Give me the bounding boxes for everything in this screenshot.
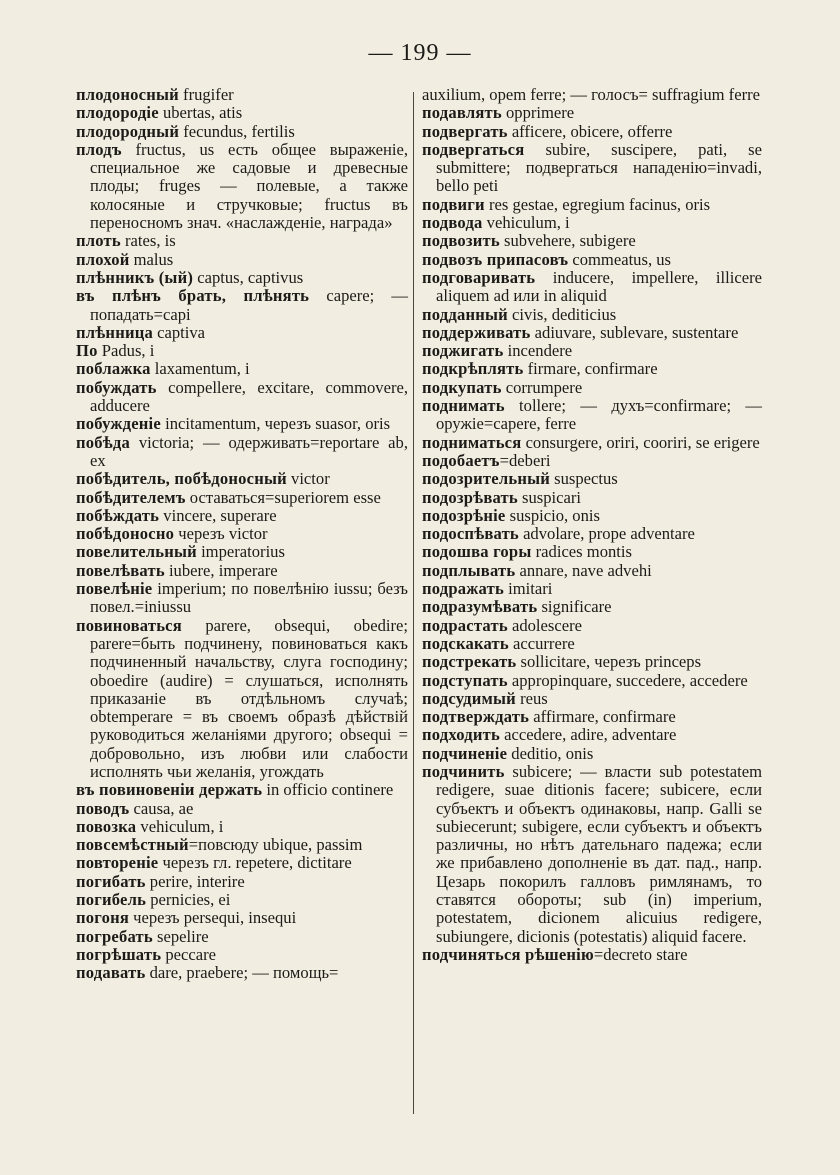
dictionary-entry <box>76 342 408 360</box>
entry-definition: Padus, i <box>97 341 155 361</box>
dictionary-entry <box>422 489 762 507</box>
entry-definition: accurrere <box>508 633 575 653</box>
entry-headword: подниматься <box>422 432 522 452</box>
entry-definition: ubertas, atis <box>158 103 243 123</box>
entry-headword: подплывать <box>422 560 516 580</box>
entry-headword: погибать <box>76 871 146 891</box>
column-divider <box>413 92 414 1114</box>
dictionary-entry <box>422 745 762 763</box>
entry-headword: подчинить <box>422 761 505 781</box>
dictionary-entry <box>76 415 408 433</box>
entry-definition: captus, captivus <box>193 267 304 287</box>
entry-definition: sepelire <box>152 926 209 946</box>
dictionary-entry <box>422 269 762 306</box>
entry-definition: capere; — попадать=capi <box>90 286 408 324</box>
dictionary-entry <box>76 800 408 818</box>
entry-definition: оставаться=superiorem esse <box>185 487 381 507</box>
entry-definition: pernicies, ei <box>146 890 231 910</box>
dictionary-entry <box>422 324 762 342</box>
entry-headword: плѣнникъ (ый) <box>76 267 194 287</box>
entry-headword: поднимать <box>422 396 505 416</box>
entry-definition: opprimere <box>501 103 575 123</box>
dictionary-entry <box>422 306 762 324</box>
entry-headword: подобаетъ <box>422 450 500 470</box>
entry-definition: firmare, confirmare <box>523 359 658 379</box>
dictionary-entry <box>422 397 762 434</box>
entry-definition: черезъ гл. repetere, dictitare <box>158 853 352 873</box>
dictionary-entry <box>76 507 408 525</box>
entry-definition: vehiculum, i <box>482 213 570 233</box>
entry-headword: подданный <box>422 304 508 324</box>
entry-headword: въ повиновеніи держать <box>76 780 263 800</box>
dictionary-entry <box>76 928 408 946</box>
entry-definition: черезъ persequi, insequi <box>129 908 297 928</box>
dictionary-entry <box>76 818 408 836</box>
entry-headword: подразумѣвать <box>422 597 538 617</box>
page-number: — 199 — <box>368 40 472 66</box>
entry-definition: adiuvare, sublevare, sustentare <box>530 322 739 342</box>
entry-definition: suspicio, onis <box>505 505 600 525</box>
entry-headword: подозрѣвать <box>422 487 518 507</box>
entry-headword: подстрекать <box>422 652 517 672</box>
entry-headword: подкрѣплять <box>422 359 524 379</box>
entry-definition: reus <box>515 688 548 708</box>
dictionary-entry <box>422 598 762 616</box>
entry-definition: compellere, excitare, commovere, adducere <box>90 377 408 416</box>
entry-definition: perire, interire <box>145 871 245 891</box>
entry-headword: побѣдитель, побѣдоносный <box>76 469 287 489</box>
dictionary-entry <box>76 946 408 964</box>
entry-definition: victor <box>286 469 330 489</box>
entry-headword: подавать <box>76 963 146 983</box>
entry-headword: подрастать <box>422 615 508 635</box>
dictionary-entry <box>76 964 408 982</box>
entry-headword: поддерживать <box>422 322 531 342</box>
dictionary-entry <box>422 214 762 232</box>
entry-definition: dare, praebere; — помощь= <box>145 963 339 983</box>
entry-definition: corrumpere <box>501 377 583 397</box>
entry-headword: подвергать <box>422 121 508 141</box>
dictionary-entry <box>422 653 762 671</box>
entry-headword: подступать <box>422 670 508 690</box>
dictionary-entry <box>76 489 408 507</box>
entry-headword: повиноваться <box>76 615 182 635</box>
entry-definition: res gestae, egregium facinus, oris <box>484 194 711 214</box>
dictionary-entry <box>76 580 408 617</box>
entry-definition: suspectus <box>550 469 618 489</box>
entry-definition: laxamentum, i <box>150 359 250 379</box>
entry-definition: imperium; по повелѣнію iussu; безъ повел.=iniussu <box>90 579 408 617</box>
entry-definition: commeatus, us <box>568 249 671 269</box>
dictionary-entry <box>422 123 762 141</box>
entry-definition: afficere, obicere, offerre <box>507 121 673 141</box>
dictionary-entry <box>422 617 762 635</box>
entry-headword: подтверждать <box>422 707 530 727</box>
entry-definition: captiva <box>152 322 206 342</box>
entry-definition: imperatorius <box>196 542 285 562</box>
entry-definition: incitamentum, черезъ suasor, oris <box>160 414 391 434</box>
entry-headword: подчиняться рѣшенію <box>422 944 594 964</box>
dictionary-entry <box>422 232 762 250</box>
dictionary-entry <box>76 617 408 782</box>
entry-headword: повелѣніе <box>76 579 153 599</box>
entry-headword: подвода <box>422 213 483 233</box>
entry-headword: погибель <box>76 890 147 910</box>
dictionary-entry <box>422 342 762 360</box>
entry-definition: affirmare, confirmare <box>529 707 676 727</box>
entry-definition: fructus, us есть общее выраженіе, специальное же садовые и древесные плоды; fruges — полевые, а также колосяные и стручковые; fructus въ переносномъ знач. «наслажденіе, награда» <box>90 139 408 233</box>
dictionary-entry <box>76 562 408 580</box>
dictionary-entry <box>422 452 762 470</box>
entry-headword: По <box>76 341 98 361</box>
entry-headword: плохой <box>76 249 130 269</box>
entry-definition: =decreto stare <box>593 944 688 964</box>
entry-headword: плодородіе <box>76 103 159 123</box>
dictionary-entry <box>422 763 762 946</box>
entry-headword: погоня <box>76 908 130 928</box>
entry-headword: подвергаться <box>422 139 525 159</box>
entry-definition: suspicari <box>517 487 582 507</box>
dictionary-entry <box>422 379 762 397</box>
dictionary-entry <box>76 324 408 342</box>
entry-headword: подсудимый <box>422 688 516 708</box>
entry-definition: incendere <box>503 341 573 361</box>
entry-headword: повсемѣстный <box>76 835 189 855</box>
entry-definition: subvehere, subigere <box>499 231 636 251</box>
dictionary-entry <box>422 470 762 488</box>
entry-definition: causa, ae <box>129 798 194 818</box>
entry-definition: imitari <box>503 579 553 599</box>
dictionary-entry <box>76 891 408 909</box>
entry-definition: peccare <box>161 944 216 964</box>
entry-definition: tollere; — духъ=confirmare; — оружіе=capere, ferre <box>436 396 762 434</box>
entry-headword: побуждать <box>76 377 157 397</box>
entry-headword: подскакать <box>422 633 509 653</box>
entry-definition: vehiculum, i <box>136 816 224 836</box>
entry-headword: подошва горы <box>422 542 532 562</box>
dictionary-entry <box>76 525 408 543</box>
entry-definition: fecundus, fertilis <box>179 121 295 141</box>
left-column <box>76 86 408 983</box>
entry-headword: подавлять <box>422 103 502 123</box>
entry-headword: подозрительный <box>422 469 551 489</box>
entry-definition: parere, obsequi, obedire; parere=быть подчинену, повиноваться какъ подчиненный начальству, слуга господину; oboedire (audire) = слушаться, исполнять приказаніе въ отдѣльномъ случаѣ; obtemperare = въ своемъ образѣ дѣйствій руководиться желаніями другого; obsequi = добровольно, изъ любви или слабости исполнять чьи желанія, угождать <box>90 615 408 781</box>
dictionary-entry <box>422 543 762 561</box>
dictionary-entry <box>76 434 408 471</box>
entry-definition: radices montis <box>531 542 632 562</box>
right-column <box>422 86 762 964</box>
dictionary-entry <box>76 854 408 872</box>
dictionary-entry <box>422 196 762 214</box>
entry-definition: annare, nave advehi <box>515 560 652 580</box>
entry-headword: повелѣвать <box>76 560 165 580</box>
dictionary-entry <box>422 141 762 196</box>
entry-definition: accedere, adire, adventare <box>499 725 677 745</box>
dictionary-entry <box>422 360 762 378</box>
dictionary-entry <box>422 580 762 598</box>
entry-definition: consurgere, oriri, cooriri, se erigere <box>521 432 760 452</box>
dictionary-entry <box>76 470 408 488</box>
entry-definition: victoria; — одерживать=reportare ab, ex <box>90 432 408 470</box>
entry-headword: побѣда <box>76 432 131 452</box>
dictionary-entry <box>422 104 762 122</box>
entry-headword: погребать <box>76 926 153 946</box>
dictionary-entry <box>76 104 408 122</box>
entry-headword: подражать <box>422 579 504 599</box>
dictionary-entry <box>76 909 408 927</box>
entry-definition: черезъ victor <box>174 524 268 544</box>
entry-headword: подговаривать <box>422 267 536 287</box>
entry-headword: подозрѣніе <box>422 505 506 525</box>
entry-headword: подвозить <box>422 231 500 251</box>
entry-definition: malus <box>129 249 174 269</box>
entry-headword: поджигать <box>422 341 504 361</box>
entry-headword: поблажка <box>76 359 151 379</box>
entry-definition: rates, is <box>120 231 176 251</box>
entry-definition: appropinquare, succedere, accedere <box>507 670 748 690</box>
entry-headword: побѣждать <box>76 505 160 525</box>
entry-headword: подчиненіе <box>422 743 508 763</box>
entry-definition: deditio, onis <box>507 743 594 763</box>
entry-headword: подвозъ припасовъ <box>422 249 569 269</box>
entry-headword: погрѣшать <box>76 944 162 964</box>
entry-definition: in officio continere <box>262 780 394 800</box>
entry-headword: подоспѣвать <box>422 524 519 544</box>
entry-headword: побужденіе <box>76 414 161 434</box>
entry-definition: advolare, prope adventare <box>518 524 695 544</box>
entry-definition: vincere, superare <box>159 505 277 525</box>
dictionary-entry <box>76 232 408 250</box>
dictionary-entry <box>76 86 408 104</box>
dictionary-entry <box>422 562 762 580</box>
dictionary-entry <box>422 434 762 452</box>
dictionary-entry <box>76 269 408 287</box>
entry-definition: =deberi <box>499 450 551 470</box>
entry-definition: sollicitare, черезъ princeps <box>516 652 702 672</box>
entry-headword: подкупать <box>422 377 502 397</box>
entry-definition: subicere; — власти sub potestatem redigere, suae ditionis facere; subicere, если субъектъ и объектъ одинаковы, напр. Galli se subiecerunt; subigere, если субъектъ и объектъ различны, но нѣтъ дательнаго падежа; если же прибавлено дополненіе въ дат. пад., напр. Цезарь покорилъ галловъ римлянамъ, то ставятся обороты; sub (in) imperium, potestatem, dicionem alicuius redigere, subiungere, dicionis (potestatis) aliquid facere. <box>436 761 762 946</box>
dictionary-entry <box>422 525 762 543</box>
dictionary-entry <box>76 251 408 269</box>
entry-headword: побѣдоносно <box>76 524 175 544</box>
entry-definition: civis, dediticius <box>507 304 617 324</box>
dictionary-entry <box>422 672 762 690</box>
entry-headword: повелительный <box>76 542 197 562</box>
dictionary-entry <box>76 379 408 416</box>
dictionary-entry <box>422 86 762 104</box>
dictionary-entry <box>76 873 408 891</box>
entry-definition: auxilium, opem ferre; — голосъ= suffragium ferre <box>422 85 760 104</box>
entry-headword: плѣнница <box>76 322 153 342</box>
dictionary-entry <box>422 251 762 269</box>
dictionary-entry <box>422 708 762 726</box>
entry-definition: frugifer <box>178 85 234 104</box>
entry-definition: =повсюду ubique, passim <box>188 835 363 855</box>
dictionary-entry <box>422 507 762 525</box>
entry-headword: повтореніе <box>76 853 159 873</box>
dictionary-entry <box>76 836 408 854</box>
dictionary-entry <box>76 287 408 324</box>
dictionary-entry <box>76 141 408 232</box>
entry-headword: плоть <box>76 231 121 251</box>
dictionary-entry <box>76 781 408 799</box>
entry-headword: подходить <box>422 725 500 745</box>
entry-definition: iubere, imperare <box>164 560 278 580</box>
dictionary-entry <box>76 123 408 141</box>
dictionary-entry <box>422 726 762 744</box>
entry-definition: adolescere <box>507 615 582 635</box>
entry-headword: плодоносный <box>76 85 179 104</box>
entry-headword: подвиги <box>422 194 485 214</box>
entry-definition: significare <box>537 597 612 617</box>
dictionary-entry <box>76 360 408 378</box>
entry-headword: повозка <box>76 816 137 836</box>
entry-headword: плодъ <box>76 139 122 159</box>
entry-headword: плодородный <box>76 121 180 141</box>
entry-headword: побѣдителемъ <box>76 487 186 507</box>
entry-definition: subire, suscipere, pati, se submittere; подвергаться нападенію=invadi, bello peti <box>436 139 762 196</box>
entry-headword: въ плѣнъ брать, плѣнять <box>76 286 310 306</box>
dictionary-entry <box>422 946 762 964</box>
dictionary-entry <box>422 635 762 653</box>
dictionary-entry <box>422 690 762 708</box>
dictionary-entry <box>76 543 408 561</box>
entry-definition: inducere, impellere, illicere aliquem ad или in aliquid <box>436 267 762 306</box>
entry-headword: поводъ <box>76 798 130 818</box>
